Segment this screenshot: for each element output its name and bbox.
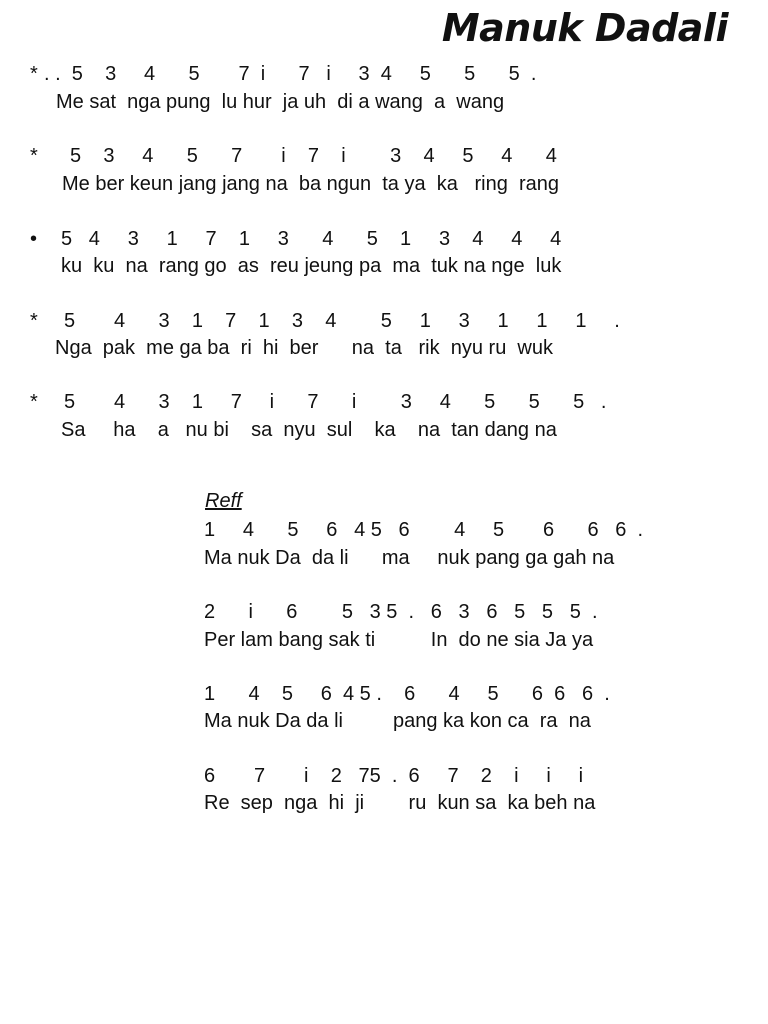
reff-2-notes: 2 i 6 5 3 5 . 6 3 6 5 5 5 . [204,601,598,623]
verse-5-lyrics: Sa ha a nu bi sa nyu sul ka na tan dang na [61,419,557,441]
verse-2-bullet: * [30,145,38,167]
song-title: Manuk Dadali [441,6,728,50]
verse-4-notes: 5 4 3 1 7 1 3 4 5 1 3 1 1 1 . [64,310,620,332]
verse-5-bullet: * [30,391,38,413]
reff-label: Reff [205,490,242,512]
reff-3-notes: 1 4 5 6 4 5 . 6 4 5 6 6 6 . [204,683,610,705]
reff-3-lyrics: Ma nuk Da da li pang ka kon ca ra na [204,710,591,732]
verse-2-notes: 5 3 4 5 7 i 7 i 3 4 5 4 4 [70,145,557,167]
verse-4-bullet: * [30,310,38,332]
verse-2-lyrics: Me ber keun jang jang na ba ngun ta ya ka ring rang [62,173,559,195]
reff-1-notes: 1 4 5 6 4 5 6 4 5 6 6 6 . [204,519,644,541]
verse-1-lyrics: Me sat nga pung lu hur ja uh di a wang a wang [56,91,505,113]
verse-1-notes: . . 5 3 4 5 7 i 7 i 3 4 5 5 5 . [44,63,537,85]
reff-2-lyrics: Per lam bang sak ti In do ne sia Ja ya [204,629,594,651]
reff-1-lyrics: Ma nuk Da da li ma nuk pang ga gah na [204,547,615,569]
reff-4-lyrics: Re sep nga hi ji ru kun sa ka beh na [204,792,596,814]
verse-3-lyrics: ku ku na rang go as reu jeung pa ma tuk na nge luk [61,255,562,277]
verse-1-bullet: * [30,63,38,85]
reff-4-notes: 6 7 i 2 75 . 6 7 2 i i i [204,765,584,787]
verse-5-notes: 5 4 3 1 7 i 7 i 3 4 5 5 5 . [64,391,607,413]
verse-4-lyrics: Nga pak me ga ba ri hi ber na ta rik nyu ru wuk [55,337,553,359]
verse-3-bullet: • [30,228,38,250]
verse-3-notes: 5 4 3 1 7 1 3 4 5 1 3 4 4 4 [61,228,562,250]
